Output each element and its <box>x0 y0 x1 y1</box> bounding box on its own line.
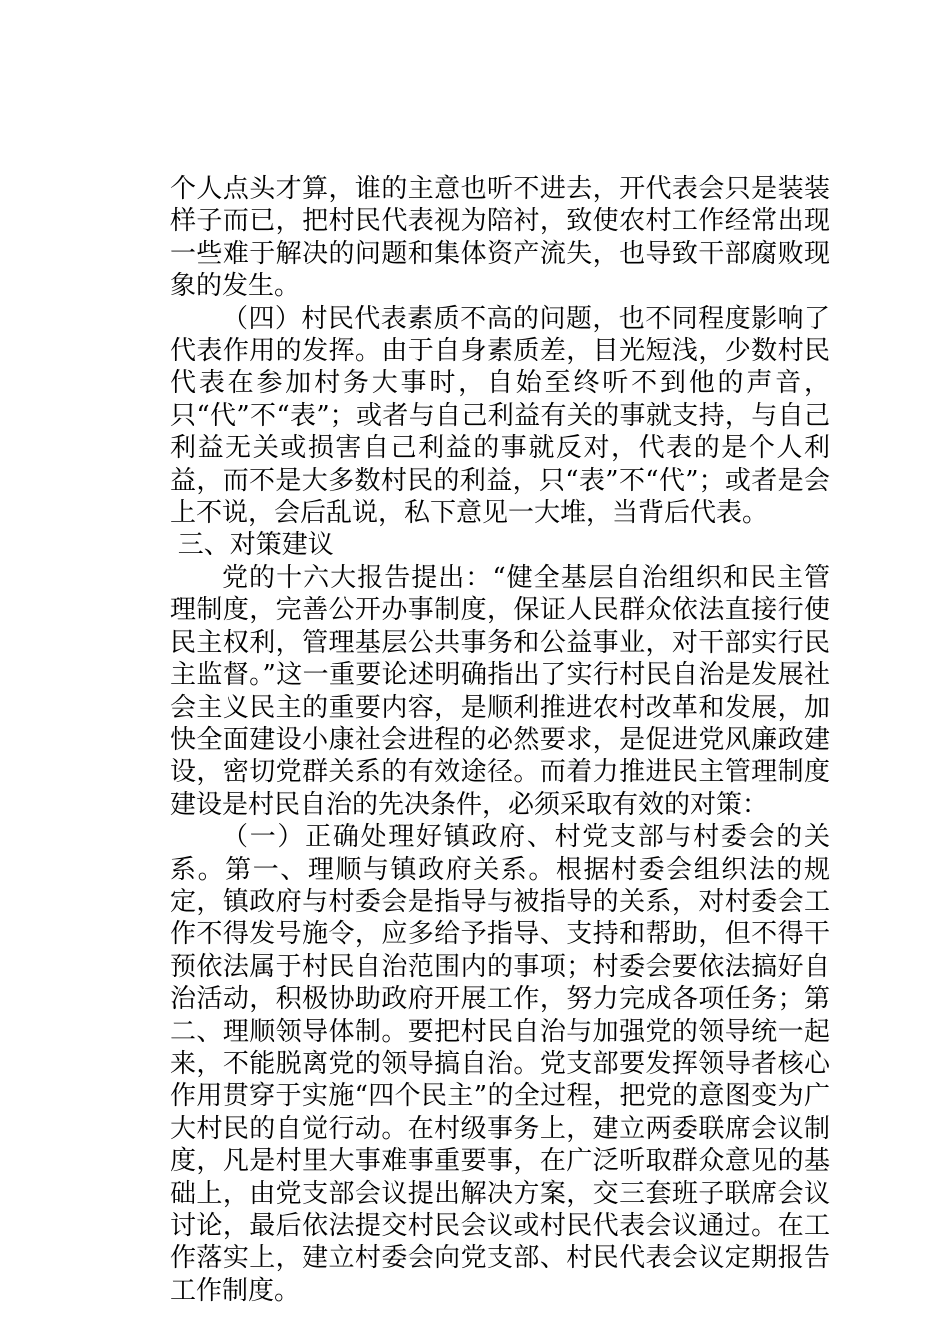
body-paragraph-item-one: （一）正确处理好镇政府、村党支部与村委会的关系。第一、理顺与镇政府关系。根据村委会组织法的规定，镇政府与村委会是指导与被指导的关系，对村委会工作不得发号施令，应多给予指导、支持和帮助，但不得干预依法属于村民自治范围内的事项；村委会要依法搞好自治活动，积极协助政府开展工作，努力完成各项任务；第二、理顺领导体制。要把村民自治与加强党的领导统一起来，不能脱离党的领导搞自治。党支部要发挥领导者核心作用贯穿于实施“四个民主”的全过程，把党的意图变为广大村民的自觉行动。在村级事务上，建立两委联席会议制度，凡是村里大事难事重要事，在广泛听取群众意见的基础上，由党支部会议提出解决方案，交三套班子联席会议讨论，最后依法提交村民会议或村民代表会议通过。在工作落实上，建立村委会向党支部、村民代表会议定期报告工作制度。 <box>170 822 830 1306</box>
body-paragraph-sixteenth-congress: 党的十六大报告提出：“健全基层自治组织和民主管理制度，完善公开办事制度，保证人民群众依法直接行使民主权利，管理基层公共事务和公益事业，对干部实行民主监督。”这一重要论述明确指出了实行村民自治是发展社会主义民主的重要内容，是顺利推进农村改革和发展，加快全面建设小康社会进程的必然要求，是促进党风廉政建设，密切党群关系的有效途径。而着力推进民主管理制度建设是村民自治的先决条件，必须采取有效的对策： <box>170 562 830 820</box>
document-page <box>170 173 830 1307</box>
body-paragraph-item-four: （四）村民代表素质不高的问题，也不同程度影响了代表作用的发挥。由于自身素质差，目光短浅，少数村民代表在参加村务大事时，自始至终听不到他的声音，只“代”不“表”；或者与自己利益有关的事就支持，与自己利益无关或损害自己利益的事就反对，代表的是个人利益，而不是大多数村民的利益，只“表”不“代”；或者是会上不说，会后乱说，私下意见一大堆，当背后代表。 <box>170 303 830 529</box>
body-paragraph-continuation: 个人点头才算，谁的主意也听不进去，开代表会只是装装样子而已，把村民代表视为陪衬，致使农村工作经常出现一些难于解决的问题和集体资产流失，也导致干部腐败现象的发生。 <box>170 174 830 302</box>
section-heading-countermeasures: 三、对策建议 <box>177 530 334 561</box>
